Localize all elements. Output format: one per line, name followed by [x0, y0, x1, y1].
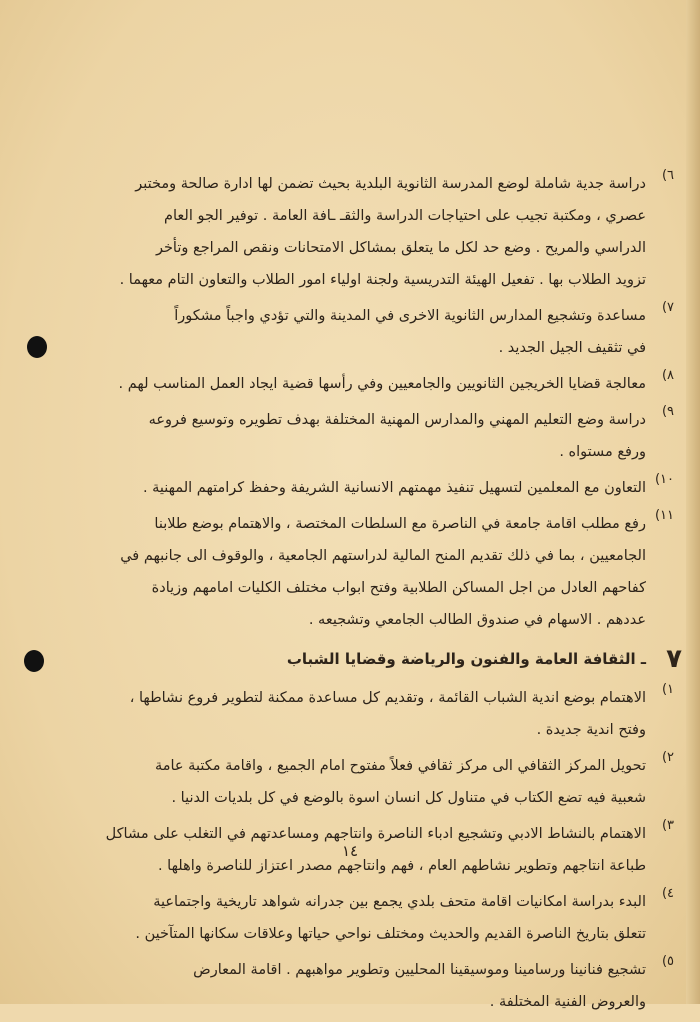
list-item	[66, 954, 674, 1018]
section-title: ـ الثقافة العامة والفنون والرياضة وقضايا الشباب	[286, 650, 646, 668]
item-line: رفع مطلب اقامة جامعة في الناصرة مع السلطات المختصة ، والاهتمام بوضع طلابنا	[154, 516, 646, 532]
item-line: الاهتمام بوضع اندية الشباب القائمة ، وتقديم كل مساعدة ممكنة لتطوير فروع نشاطها ،	[129, 690, 646, 706]
item-line: دراسة وضع التعليم المهني والمدارس المهنية المختلفة بهدف تطويره وتوسيع فروعه	[148, 412, 646, 428]
section-number: ٧	[666, 644, 682, 674]
item-number: ٩)	[661, 404, 674, 419]
item-line: معالجة قضايا الخريجين الثانويين والجامعيين وفي رأسها قضية ايجاد العمل المناسب لهم .	[118, 376, 646, 392]
list-item	[66, 472, 674, 504]
item-number: ١)	[661, 682, 674, 697]
list-item	[66, 886, 674, 950]
list-item	[66, 168, 674, 296]
punch-hole	[27, 336, 47, 358]
items-list-part1	[66, 168, 674, 636]
item-number: ٣)	[661, 818, 674, 833]
item-line: كفاحهم العادل من اجل المساكن الطلابية وفتح ابواب مختلف الكليات امامهم وزيادة	[151, 580, 646, 596]
item-line: عصري ، ومكتبة تجيب على احتياجات الدراسة والثقـ ـافة العامة . توفير الجو العام	[164, 208, 646, 224]
item-line: دراسة جدية شاملة لوضع المدرسة الثانوية البلدية بحيث تضمن لها ادارة صالحة ومختبر	[135, 176, 646, 192]
item-line: الاهتمام بالنشاط الادبي وتشجيع ادباء الناصرة وانتاجهم ومساعدتهم في التغلب على مشاكل	[105, 826, 646, 842]
list-item	[66, 368, 674, 400]
item-number: ٨)	[661, 368, 674, 383]
item-line: ورفع مستواه .	[559, 444, 646, 460]
page-number: ١٤	[341, 842, 359, 860]
item-number: ٥)	[661, 954, 674, 969]
item-line: الجامعيين ، بما في ذلك تقديم المنح المالية لدراستهم الجامعية ، والوقوف الى جانبهم في	[120, 548, 646, 564]
document-body	[66, 168, 682, 1022]
item-line: وفتح اندية جديدة .	[536, 722, 646, 738]
item-number: ٧)	[661, 300, 674, 315]
list-item	[66, 300, 674, 364]
item-line: البدء بدراسة امكانيات اقامة متحف بلدي يجمع بين جدرانه شواهد تاريخية واجتماعية	[153, 894, 646, 910]
item-line: مساعدة وتشجيع المدارس الثانوية الاخرى في المدينة والتي تؤدي واجباً مشكوراً	[174, 308, 646, 324]
item-line: شعبية فيه تضع الكتاب في متناول كل انسان اسوة بالوضع في كل بلديات الدنيا .	[171, 790, 646, 806]
item-line: تزويد الطلاب بها . تفعيل الهيئة التدريسية ولجنة اولياء امور الطلاب والتعاون التام معهما .	[119, 272, 646, 288]
item-line: تتعلق بتاريخ الناصرة القديم والحديث ومختلف نواحي حياتها وعلاقات سكانها المتآخين .	[135, 926, 646, 942]
item-number: ٦)	[661, 168, 674, 183]
item-line: التعاون مع المعلمين لتسهيل تنفيذ مهمتهم الانسانية الشريفة وحفظ كرامتهم المهنية .	[142, 480, 646, 496]
item-number: ١١)	[654, 508, 674, 523]
item-line: طباعة انتاجهم وتطوير نشاطهم العام ، فهم وانتاجهم مصدر اعتزاز للناصرة واهلها .	[157, 858, 646, 874]
item-number: ٢)	[661, 750, 674, 765]
item-number: ٤)	[661, 886, 674, 901]
punch-hole	[24, 650, 44, 672]
item-line: في تثقيف الجيل الجديد .	[498, 340, 646, 356]
list-item	[66, 682, 674, 746]
section-heading	[66, 640, 682, 678]
item-line: تشجيع فنانينا ورسامينا وموسيقينا المحليين وتطوير مواهبهم . اقامة المعارض	[193, 962, 646, 978]
list-item	[66, 750, 674, 814]
item-line: تحويل المركز الثقافي الى مركز ثقافي فعلاً مفتوح امام الجميع ، واقامة مكتبة عامة	[154, 758, 646, 774]
list-item	[66, 508, 674, 636]
list-item	[66, 404, 674, 468]
item-line: عددهم . الاسهام في صندوق الطالب الجامعي وتشجيعه .	[308, 612, 646, 628]
item-number: ١٠)	[654, 472, 674, 487]
item-line: والعروض الفنية المختلفة .	[489, 994, 646, 1010]
item-line: الدراسي والمريح . وضع حد لكل ما يتعلق بمشاكل الامتحانات ونقص المراجع وتأخر	[155, 240, 646, 256]
